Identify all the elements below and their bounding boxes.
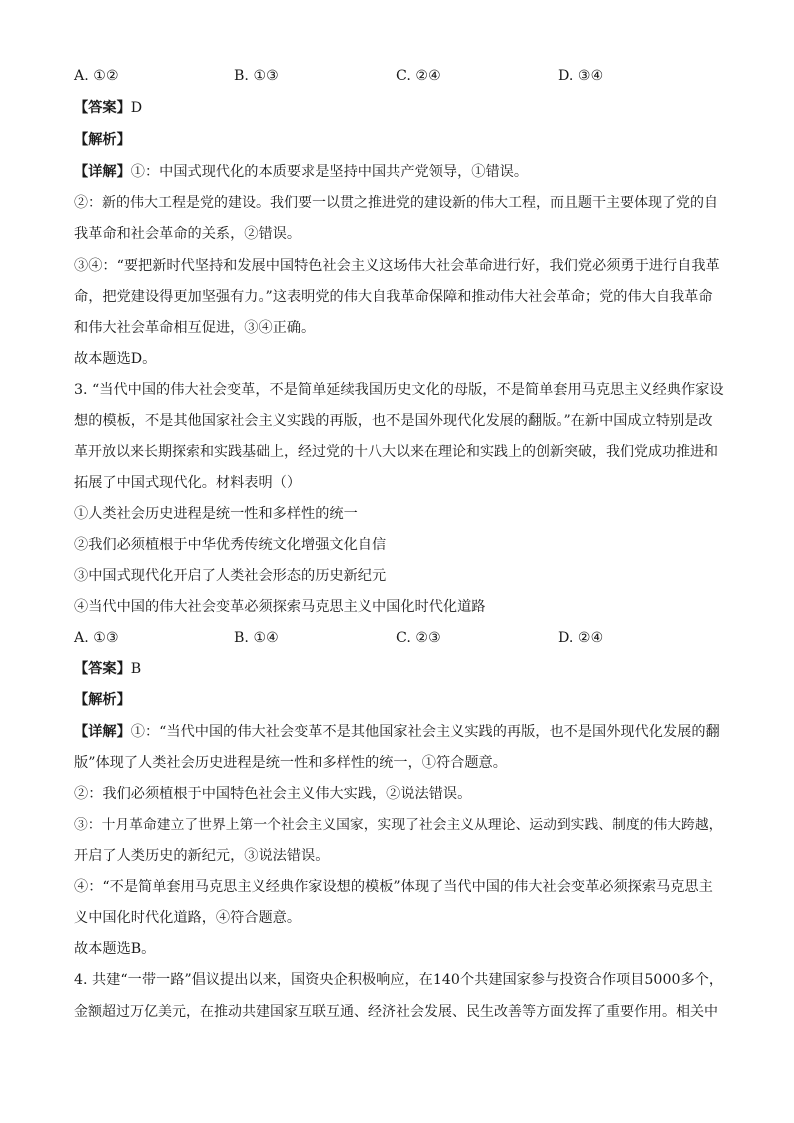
q3-option-d: D. ②④ — [558, 630, 604, 646]
detail-tag: 【详解】 — [74, 164, 131, 180]
q3-option-b: B. ①④ — [234, 630, 279, 646]
q2-conclusion: 故本题选D。 — [74, 351, 157, 367]
q3-line: 义中国化时代化道路，④符合题意。 — [74, 910, 302, 926]
q2-answer — [74, 98, 724, 118]
q2-options — [74, 66, 724, 86]
answer-tag: 【答案】 — [74, 100, 131, 116]
answer-value: B — [130, 661, 142, 677]
detail-tag: 【详解】 — [74, 724, 131, 740]
q2-line: ②：新的伟大工程是党的建设。我们要一以贯之推进党的建设新的伟大工程，而且题干主要体现了党的自 — [74, 195, 718, 211]
q3-option-a: A. ①③ — [74, 630, 119, 646]
q2-analysis-heading — [74, 130, 724, 150]
analysis-tag: 【解析】 — [74, 132, 131, 148]
analysis-tag: 【解析】 — [74, 692, 131, 708]
q3-line: 版”体现了人类社会历史进程是统一性和多样性的统一，①符合题意。 — [74, 755, 507, 771]
q3-statement: ④当代中国的伟大社会变革必须探索马克思主义中国化时代化道路 — [74, 599, 486, 615]
q2-line: 我革命和社会革命的关系，②错误。 — [74, 226, 302, 242]
q2-option-d: D. ③④ — [558, 68, 604, 84]
q3-stem-line: 革开放以来长期探索和实践基础上，经过党的十八大以来在理论和实践上的创新突破，我们党成功推进和 — [74, 444, 718, 460]
q2-option-a: A. ①② — [74, 68, 119, 84]
answer-tag: 【答案】 — [74, 661, 131, 677]
q2-line-text: ①：中国式现代化的本质要求是坚持中国共产党领导，①错误。 — [130, 164, 529, 180]
q2-option-c: C. ②④ — [396, 68, 441, 84]
q3-line-text: ①：“当代中国的伟大社会变革不是其他国家社会主义实践的再版，也不是国外现代化发展的翻 — [130, 724, 720, 740]
q3-conclusion: 故本题选B。 — [74, 941, 156, 957]
q2-line: ③④：“要把新时代坚持和发展中国特色社会主义这场伟大社会革命进行好，我们党必须勇于进行自我革 — [74, 258, 720, 274]
answer-value: D — [130, 100, 143, 116]
q3-line: ④：“不是简单套用马克思主义经典作家设想的模板”体现了当代中国的伟大社会变革必须探索马克思主 — [74, 879, 713, 895]
q2-line: 和伟大社会革命相互促进，③④正确。 — [74, 320, 316, 336]
q3-statement: ③中国式现代化开启了人类社会形态的历史新纪元 — [74, 568, 387, 584]
q3-options — [74, 628, 724, 648]
q2-option-b: B. ①③ — [234, 68, 279, 84]
q2-detail-line — [74, 162, 724, 182]
q3-line: ③：十月革命建立了世界上第一个社会主义国家，实现了社会主义从理论、运动到实践、制度的伟大跨越， — [74, 817, 723, 833]
q3-statement: ②我们必须植根于中华优秀传统文化增强文化自信 — [74, 537, 387, 553]
q3-line: ②：我们必须植根于中国特色社会主义伟大实践，②说法错误。 — [74, 786, 472, 802]
q3-line: 开启了人类历史的新纪元，③说法错误。 — [74, 848, 330, 864]
q3-detail-line — [74, 722, 724, 742]
q3-stem-line: 3. “当代中国的伟大社会变革，不是简单延续我国历史文化的母版，不是简单套用马克思主义经典作家设 — [74, 382, 724, 398]
q4-stem-line: 4. 共建“一带一路”倡议提出以来，国资央企积极响应，在140个共建国家参与投资合作项目5000多个， — [74, 972, 724, 988]
q3-statement: ①人类社会历史进程是统一性和多样性的统一 — [74, 506, 358, 522]
q3-stem-line: 想的模板，不是其他国家社会主义实践的再版，也不是国外现代化发展的翻版。”在新中国成立特别是改 — [74, 413, 713, 429]
q3-answer — [74, 659, 724, 679]
q3-stem-line: 拓展了中国式现代化。材料表明（） — [74, 475, 302, 491]
q3-option-c: C. ②③ — [396, 630, 441, 646]
q3-analysis-heading — [74, 690, 724, 710]
q4-stem-line: 金额超过万亿美元，在推动共建国家互联互通、经济社会发展、民生改善等方面发挥了重要作用。相关中 — [74, 1004, 718, 1020]
q2-line: 命，把党建设得更加坚强有力。”这表明党的伟大自我革命保障和推动伟大社会革命；党的伟大自我革命 — [74, 289, 713, 305]
